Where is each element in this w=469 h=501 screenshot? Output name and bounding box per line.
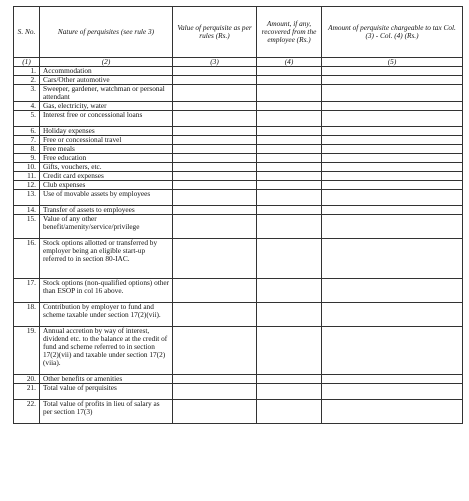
value-cell[interactable] <box>173 181 257 190</box>
value-cell[interactable] <box>173 136 257 145</box>
table-row <box>14 67 463 76</box>
column-number: (4) <box>257 58 322 67</box>
recovered-cell[interactable] <box>257 206 322 215</box>
table-row <box>14 163 463 172</box>
value-cell[interactable] <box>173 85 257 102</box>
recovered-cell[interactable] <box>257 163 322 172</box>
value-cell[interactable] <box>173 327 257 375</box>
recovered-cell[interactable] <box>257 127 322 136</box>
value-cell[interactable] <box>173 102 257 111</box>
value-cell[interactable] <box>173 400 257 424</box>
row-number: 19. <box>14 327 40 375</box>
value-cell[interactable] <box>173 127 257 136</box>
column-number: (5) <box>322 58 463 67</box>
chargeable-cell[interactable] <box>322 181 463 190</box>
recovered-cell[interactable] <box>257 190 322 206</box>
perquisite-description: Club expenses <box>40 181 173 190</box>
header-sno: S. No. <box>14 7 40 58</box>
row-number: 12. <box>14 181 40 190</box>
table-row <box>14 215 463 239</box>
chargeable-cell[interactable] <box>322 67 463 76</box>
table-row <box>14 239 463 279</box>
row-number: 20. <box>14 375 40 384</box>
value-cell[interactable] <box>173 279 257 303</box>
recovered-cell[interactable] <box>257 102 322 111</box>
row-number: 18. <box>14 303 40 327</box>
perquisite-description: Holiday expenses <box>40 127 173 136</box>
recovered-cell[interactable] <box>257 76 322 85</box>
chargeable-cell[interactable] <box>322 239 463 279</box>
perquisite-description: Contribution by employer to fund and scheme taxable under section 17(2)(vii). <box>40 303 173 327</box>
perquisite-description: Annual accretion by way of interest, dividend etc. to the balance at the credit of fund and scheme referred to in section 17(2)(vii) and taxable under section 17(2)(viia). <box>40 327 173 375</box>
perquisite-description: Use of movable assets by employees <box>40 190 173 206</box>
chargeable-cell[interactable] <box>322 279 463 303</box>
table-row <box>14 85 463 102</box>
recovered-cell[interactable] <box>257 172 322 181</box>
value-cell[interactable] <box>173 111 257 127</box>
header-value: Value of perquisite as per rules (Rs.) <box>173 7 257 58</box>
perquisite-description: Interest free or concessional loans <box>40 111 173 127</box>
perquisite-description: Cars/Other automotive <box>40 76 173 85</box>
header-row <box>14 7 463 58</box>
table-row <box>14 76 463 85</box>
perquisite-description: Accommodation <box>40 67 173 76</box>
table-row <box>14 172 463 181</box>
table-row <box>14 127 463 136</box>
row-number: 17. <box>14 279 40 303</box>
recovered-cell[interactable] <box>257 181 322 190</box>
table-row <box>14 384 463 400</box>
recovered-cell[interactable] <box>257 375 322 384</box>
chargeable-cell[interactable] <box>322 85 463 102</box>
chargeable-cell[interactable] <box>322 111 463 127</box>
recovered-cell[interactable] <box>257 400 322 424</box>
perquisite-description: Free meals <box>40 145 173 154</box>
chargeable-cell[interactable] <box>322 127 463 136</box>
value-cell[interactable] <box>173 163 257 172</box>
header-nature: Nature of perquisites (see rule 3) <box>40 7 173 58</box>
value-cell[interactable] <box>173 154 257 163</box>
perquisite-description: Credit card expenses <box>40 172 173 181</box>
column-number: (3) <box>173 58 257 67</box>
column-number: (1) <box>14 58 40 67</box>
column-number: (2) <box>40 58 173 67</box>
row-number: 1. <box>14 67 40 76</box>
row-number: 4. <box>14 102 40 111</box>
table-row <box>14 400 463 424</box>
row-number: 5. <box>14 111 40 127</box>
row-number: 13. <box>14 190 40 206</box>
row-number: 8. <box>14 145 40 154</box>
perquisite-description: Value of any other benefit/amenity/service/privilege <box>40 215 173 239</box>
value-cell[interactable] <box>173 206 257 215</box>
chargeable-cell[interactable] <box>322 327 463 375</box>
table-row <box>14 111 463 127</box>
chargeable-cell[interactable] <box>322 145 463 154</box>
header-recovered: Amount, if any, recovered from the employee (Rs.) <box>257 7 322 58</box>
recovered-cell[interactable] <box>257 145 322 154</box>
value-cell[interactable] <box>173 172 257 181</box>
row-number: 6. <box>14 127 40 136</box>
row-number: 14. <box>14 206 40 215</box>
perquisite-rows <box>14 67 463 424</box>
perquisite-description: Free or concessional travel <box>40 136 173 145</box>
row-number: 11. <box>14 172 40 181</box>
value-cell[interactable] <box>173 384 257 400</box>
perquisite-description: Stock options allotted or transferred by employer being an eligible start-up referred to in section 80-IAC. <box>40 239 173 279</box>
perquisite-description: Gas, electricity, water <box>40 102 173 111</box>
chargeable-cell[interactable] <box>322 303 463 327</box>
row-number: 16. <box>14 239 40 279</box>
chargeable-cell[interactable] <box>322 136 463 145</box>
chargeable-cell[interactable] <box>322 102 463 111</box>
chargeable-cell[interactable] <box>322 384 463 400</box>
table-row <box>14 190 463 206</box>
row-number: 21. <box>14 384 40 400</box>
value-cell[interactable] <box>173 303 257 327</box>
row-number: 10. <box>14 163 40 172</box>
chargeable-cell[interactable] <box>322 76 463 85</box>
recovered-cell[interactable] <box>257 67 322 76</box>
table-row <box>14 154 463 163</box>
value-cell[interactable] <box>173 215 257 239</box>
perquisite-description: Total value of profits in lieu of salary as per section 17(3) <box>40 400 173 424</box>
chargeable-cell[interactable] <box>322 375 463 384</box>
chargeable-cell[interactable] <box>322 172 463 181</box>
perquisite-description: Other benefits or amenities <box>40 375 173 384</box>
value-cell[interactable] <box>173 239 257 279</box>
row-number: 22. <box>14 400 40 424</box>
table-row <box>14 181 463 190</box>
chargeable-cell[interactable] <box>322 400 463 424</box>
recovered-cell[interactable] <box>257 154 322 163</box>
recovered-cell[interactable] <box>257 111 322 127</box>
row-number: 7. <box>14 136 40 145</box>
perquisite-description: Free education <box>40 154 173 163</box>
perquisite-description: Sweeper, gardener, watchman or personal attendant <box>40 85 173 102</box>
table-row <box>14 102 463 111</box>
table-row <box>14 145 463 154</box>
table-row <box>14 327 463 375</box>
perquisite-description: Stock options (non-qualified options) other than ESOP in col 16 above. <box>40 279 173 303</box>
table-row <box>14 206 463 215</box>
table-row <box>14 279 463 303</box>
recovered-cell[interactable] <box>257 327 322 375</box>
table-row <box>14 303 463 327</box>
row-number: 9. <box>14 154 40 163</box>
value-cell[interactable] <box>173 190 257 206</box>
chargeable-cell[interactable] <box>322 190 463 206</box>
recovered-cell[interactable] <box>257 239 322 279</box>
recovered-cell[interactable] <box>257 303 322 327</box>
row-number: 15. <box>14 215 40 239</box>
chargeable-cell[interactable] <box>322 163 463 172</box>
recovered-cell[interactable] <box>257 85 322 102</box>
value-cell[interactable] <box>173 375 257 384</box>
perquisite-description: Gifts, vouchers, etc. <box>40 163 173 172</box>
recovered-cell[interactable] <box>257 215 322 239</box>
recovered-cell[interactable] <box>257 384 322 400</box>
chargeable-cell[interactable] <box>322 206 463 215</box>
table-row <box>14 136 463 145</box>
value-cell[interactable] <box>173 67 257 76</box>
value-cell[interactable] <box>173 76 257 85</box>
row-number: 3. <box>14 85 40 102</box>
row-number: 2. <box>14 76 40 85</box>
header-chargeable: Amount of perquisite chargeable to tax Col. (3) - Col. (4) (Rs.) <box>322 7 463 58</box>
recovered-cell[interactable] <box>257 136 322 145</box>
value-cell[interactable] <box>173 145 257 154</box>
table-row <box>14 375 463 384</box>
perquisite-description: Total value of perquisites <box>40 384 173 400</box>
chargeable-cell[interactable] <box>322 215 463 239</box>
perquisites-table <box>13 6 463 424</box>
column-number-row <box>14 58 463 67</box>
chargeable-cell[interactable] <box>322 154 463 163</box>
recovered-cell[interactable] <box>257 279 322 303</box>
perquisite-description: Transfer of assets to employees <box>40 206 173 215</box>
